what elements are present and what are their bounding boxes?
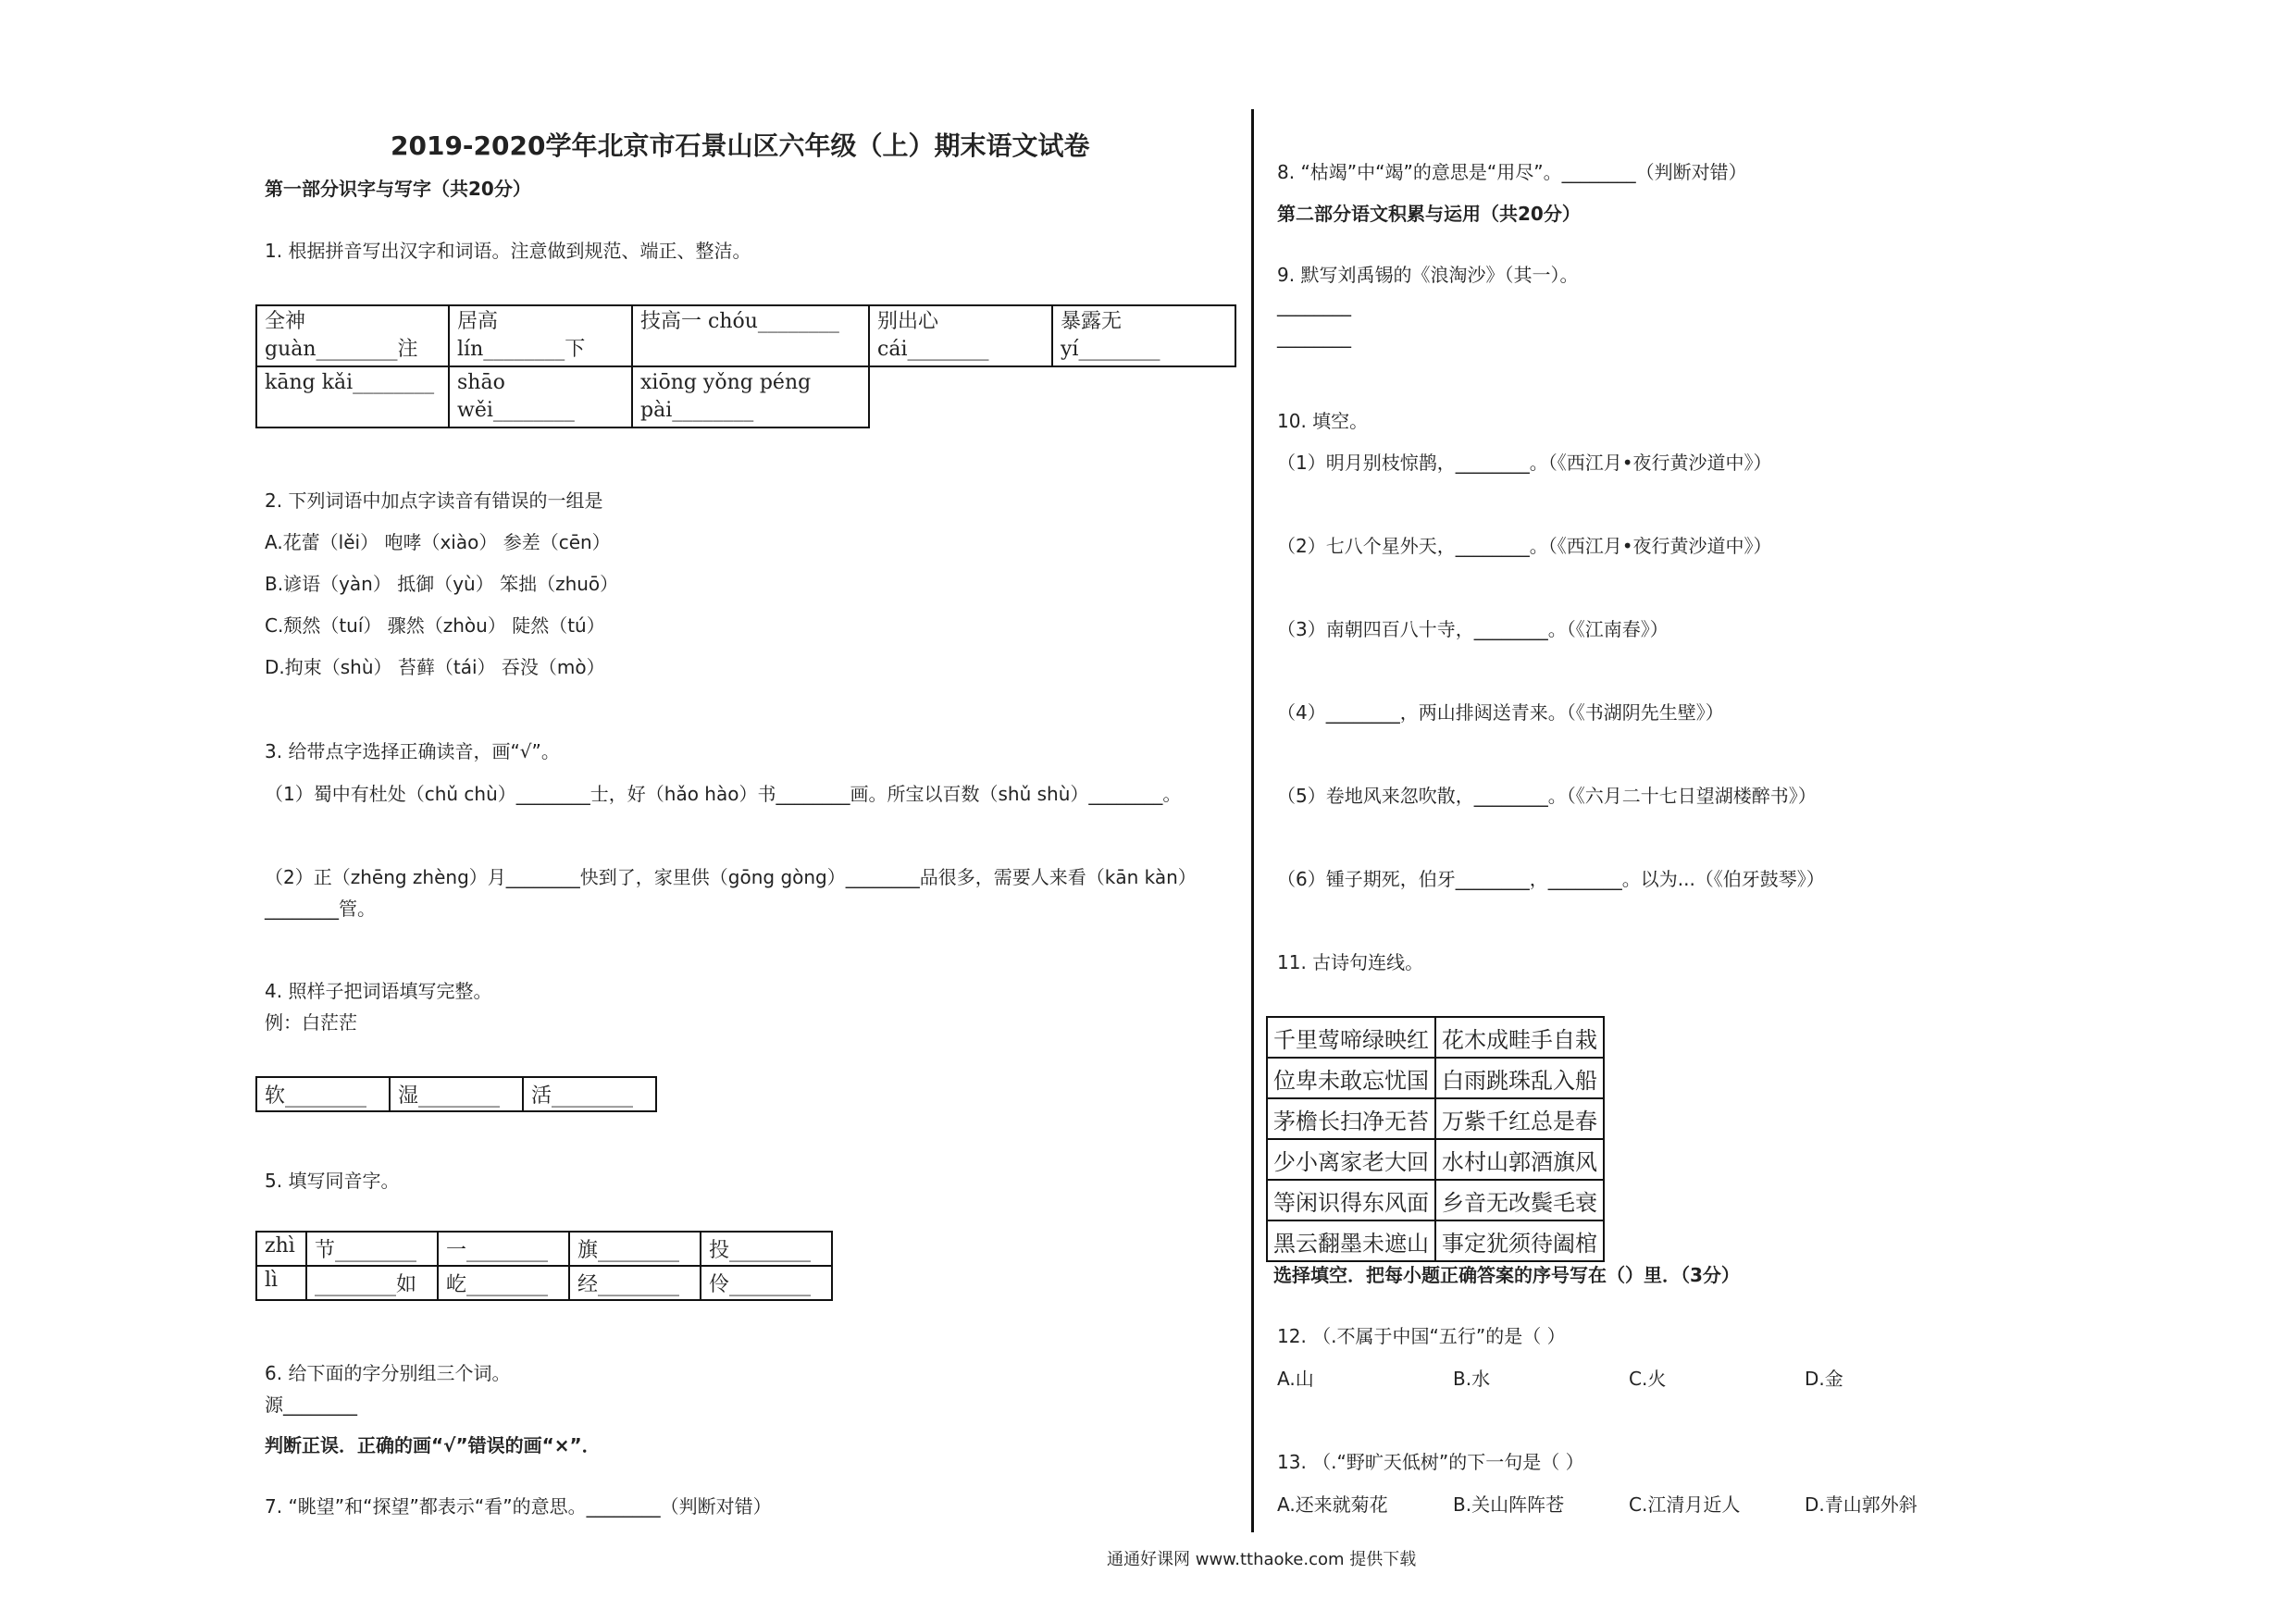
q3-text: 3. 给带点字选择正确读音，画“√”。 (265, 740, 560, 762)
q3-item-1: （1）蜀中有杜处（chǔ chù）________士，好（hǎo hào）书________画。所宝以百数（shǔ shù）________。 (265, 783, 1182, 805)
q2-option: B.谚语（yàn） 抵御（yù） 笨拙（zhuō） (265, 573, 619, 595)
q11-text: 11. 古诗句连线。 (1277, 951, 1424, 973)
q12-option: C.火 (1629, 1368, 1667, 1390)
q1-cell: kāng kǎi________ (256, 366, 449, 427)
q5-cell: ________如 (306, 1266, 438, 1300)
poem-line-left: 茅檐长扫净无苔 (1267, 1098, 1435, 1139)
q5-text: 5. 填写同音字。 (265, 1170, 400, 1192)
choice-heading: 选择填空．把每小题正确答案的序号写在（）里．（3分） (1273, 1264, 1740, 1286)
poem-line-left: 等闲识得东风面 (1267, 1180, 1435, 1220)
q2-option: D.拘束（shù） 苔藓（tái） 吞没（mò） (265, 656, 605, 678)
poem-line-right: 花木成畦手自栽 (1435, 1017, 1604, 1058)
q10-item: （3）南朝四百八十寺，________。（《江南春》） (1277, 618, 1669, 640)
q10-text: 10. 填空。 (1277, 410, 1369, 432)
page-title: 2019-2020学年北京市石景山区六年级（上）期末语文试卷 (391, 130, 1090, 161)
q12-text: 12. （.不属于中国“五行”的是（ ） (1277, 1325, 1566, 1347)
q5-cell: 节________ (306, 1232, 438, 1266)
q6-text: 6. 给下面的字分别组三个词。 (265, 1362, 511, 1384)
q5-cell: 旗________ (569, 1232, 701, 1266)
q1-cell: 居高 lín________下 (449, 305, 632, 366)
q10-item: （4）________，两山排闼送青来。（《书湖阴先生壁》） (1277, 701, 1724, 724)
q5-pinyin: lì (256, 1266, 306, 1300)
q1-text: 1. 根据拼音写出汉字和词语。注意做到规范、端正、整洁。 (265, 240, 751, 262)
q4-cell: 软________ (256, 1077, 390, 1111)
poem-line-left: 黑云翻墨未遮山 (1267, 1220, 1435, 1261)
q3-item-2: （2）正（zhēng zhèng）月________快到了，家里供（gōng gòng）________品很多，需要人来看（kān kàn） (265, 866, 1197, 888)
q10-item: （6）锺子期死，伯牙________，________。以为...（《伯牙鼓琴》） (1277, 868, 1825, 890)
q10-item: （1）明月别枝惊鹊，________。（《西江月•夜行黄沙道中》） (1277, 452, 1772, 474)
q5-table (255, 1231, 833, 1301)
poem-line-left: 少小离家老大回 (1267, 1139, 1435, 1180)
q4-cell: 湿________ (390, 1077, 523, 1111)
q3-item-2-cont: ________管。 (265, 898, 376, 920)
q12-option: A.山 (1277, 1368, 1314, 1390)
q6-item: 源________ (265, 1394, 357, 1416)
part1-heading: 第一部分识字与写字（共20分） (265, 178, 531, 200)
footer-text: 通通好课网 www.tthaoke.com 提供下载 (1107, 1550, 1417, 1569)
q5-cell: 伶________ (701, 1266, 832, 1300)
q4-table (255, 1076, 657, 1112)
q10-item: （5）卷地风来忽吹散，________。（《六月二十七日望湖楼醉书》） (1277, 785, 1817, 807)
poem-line-left: 位卑未敢忘忧国 (1267, 1058, 1435, 1098)
column-divider (1251, 109, 1254, 1532)
judge-heading: 判断正误．正确的画“√”错误的画“×”． (265, 1434, 601, 1456)
q9-line: ________ (1277, 326, 1351, 348)
q1-cell: xiōng yǒng péng pài________ (632, 366, 869, 427)
q1-table (255, 304, 1236, 428)
q5-pinyin: zhì (256, 1232, 306, 1266)
q2-option: C.颓然（tuí） 骤然（zhòu） 陡然（tú） (265, 614, 605, 637)
q5-cell: 投________ (701, 1232, 832, 1266)
part2-heading: 第二部分语文积累与运用（共20分） (1277, 203, 1581, 225)
q1-cell: 全神 guàn________注 (256, 305, 449, 366)
q7-text: 7. “眺望”和“探望”都表示“看”的意思。________（判断对错） (265, 1495, 772, 1518)
q9-text: 9. 默写刘禹锡的《浪淘沙》（其一）。 (1277, 264, 1579, 286)
q4-example: 例：白茫茫 (265, 1011, 357, 1034)
q9-line: ________ (1277, 294, 1351, 316)
q5-cell: 屹________ (438, 1266, 569, 1300)
poem-line-right: 白雨跳珠乱入船 (1435, 1058, 1604, 1098)
q12-option: D.金 (1805, 1368, 1843, 1390)
q8-text: 8. “枯竭”中“竭”的意思是“用尽”。________（判断对错） (1277, 161, 1747, 183)
poem-line-right: 乡音无改鬓毛衰 (1435, 1180, 1604, 1220)
q2-option: A.花蕾（lěi） 咆哮（xiào） 参差（cēn） (265, 531, 611, 553)
q13-option: C.江清月近人 (1629, 1493, 1741, 1516)
q4-cell: 活________ (523, 1077, 656, 1111)
poem-line-right: 万紫千红总是春 (1435, 1098, 1604, 1139)
q1-cell: 技高一 chóu________ (632, 305, 869, 366)
q1-cell: shāo wěi________ (449, 366, 632, 427)
q13-option: B.关山阵阵苍 (1453, 1493, 1565, 1516)
poem-line-left: 千里莺啼绿映红 (1267, 1017, 1435, 1058)
q4-text: 4. 照样子把词语填写完整。 (265, 980, 492, 1002)
q5-cell: 一________ (438, 1232, 569, 1266)
q11-table (1266, 1016, 1605, 1262)
q10-item: （2）七八个星外天，________。（《西江月•夜行黄沙道中》） (1277, 535, 1772, 557)
poem-line-right: 事定犹须待阖棺 (1435, 1220, 1604, 1261)
poem-line-right: 水村山郭酒旗风 (1435, 1139, 1604, 1180)
q1-cell: 别出心 cái________ (869, 305, 1052, 366)
q13-option: D.青山郭外斜 (1805, 1493, 1917, 1516)
q13-text: 13. （.“野旷天低树”的下一句是（ ） (1277, 1451, 1584, 1473)
q1-cell: 暴露无 yí________ (1052, 305, 1235, 366)
q13-option: A.还来就菊花 (1277, 1493, 1388, 1516)
q5-cell: 经________ (569, 1266, 701, 1300)
q12-option: B.水 (1453, 1368, 1491, 1390)
q2-text: 2. 下列词语中加点字读音有错误的一组是 (265, 489, 603, 512)
